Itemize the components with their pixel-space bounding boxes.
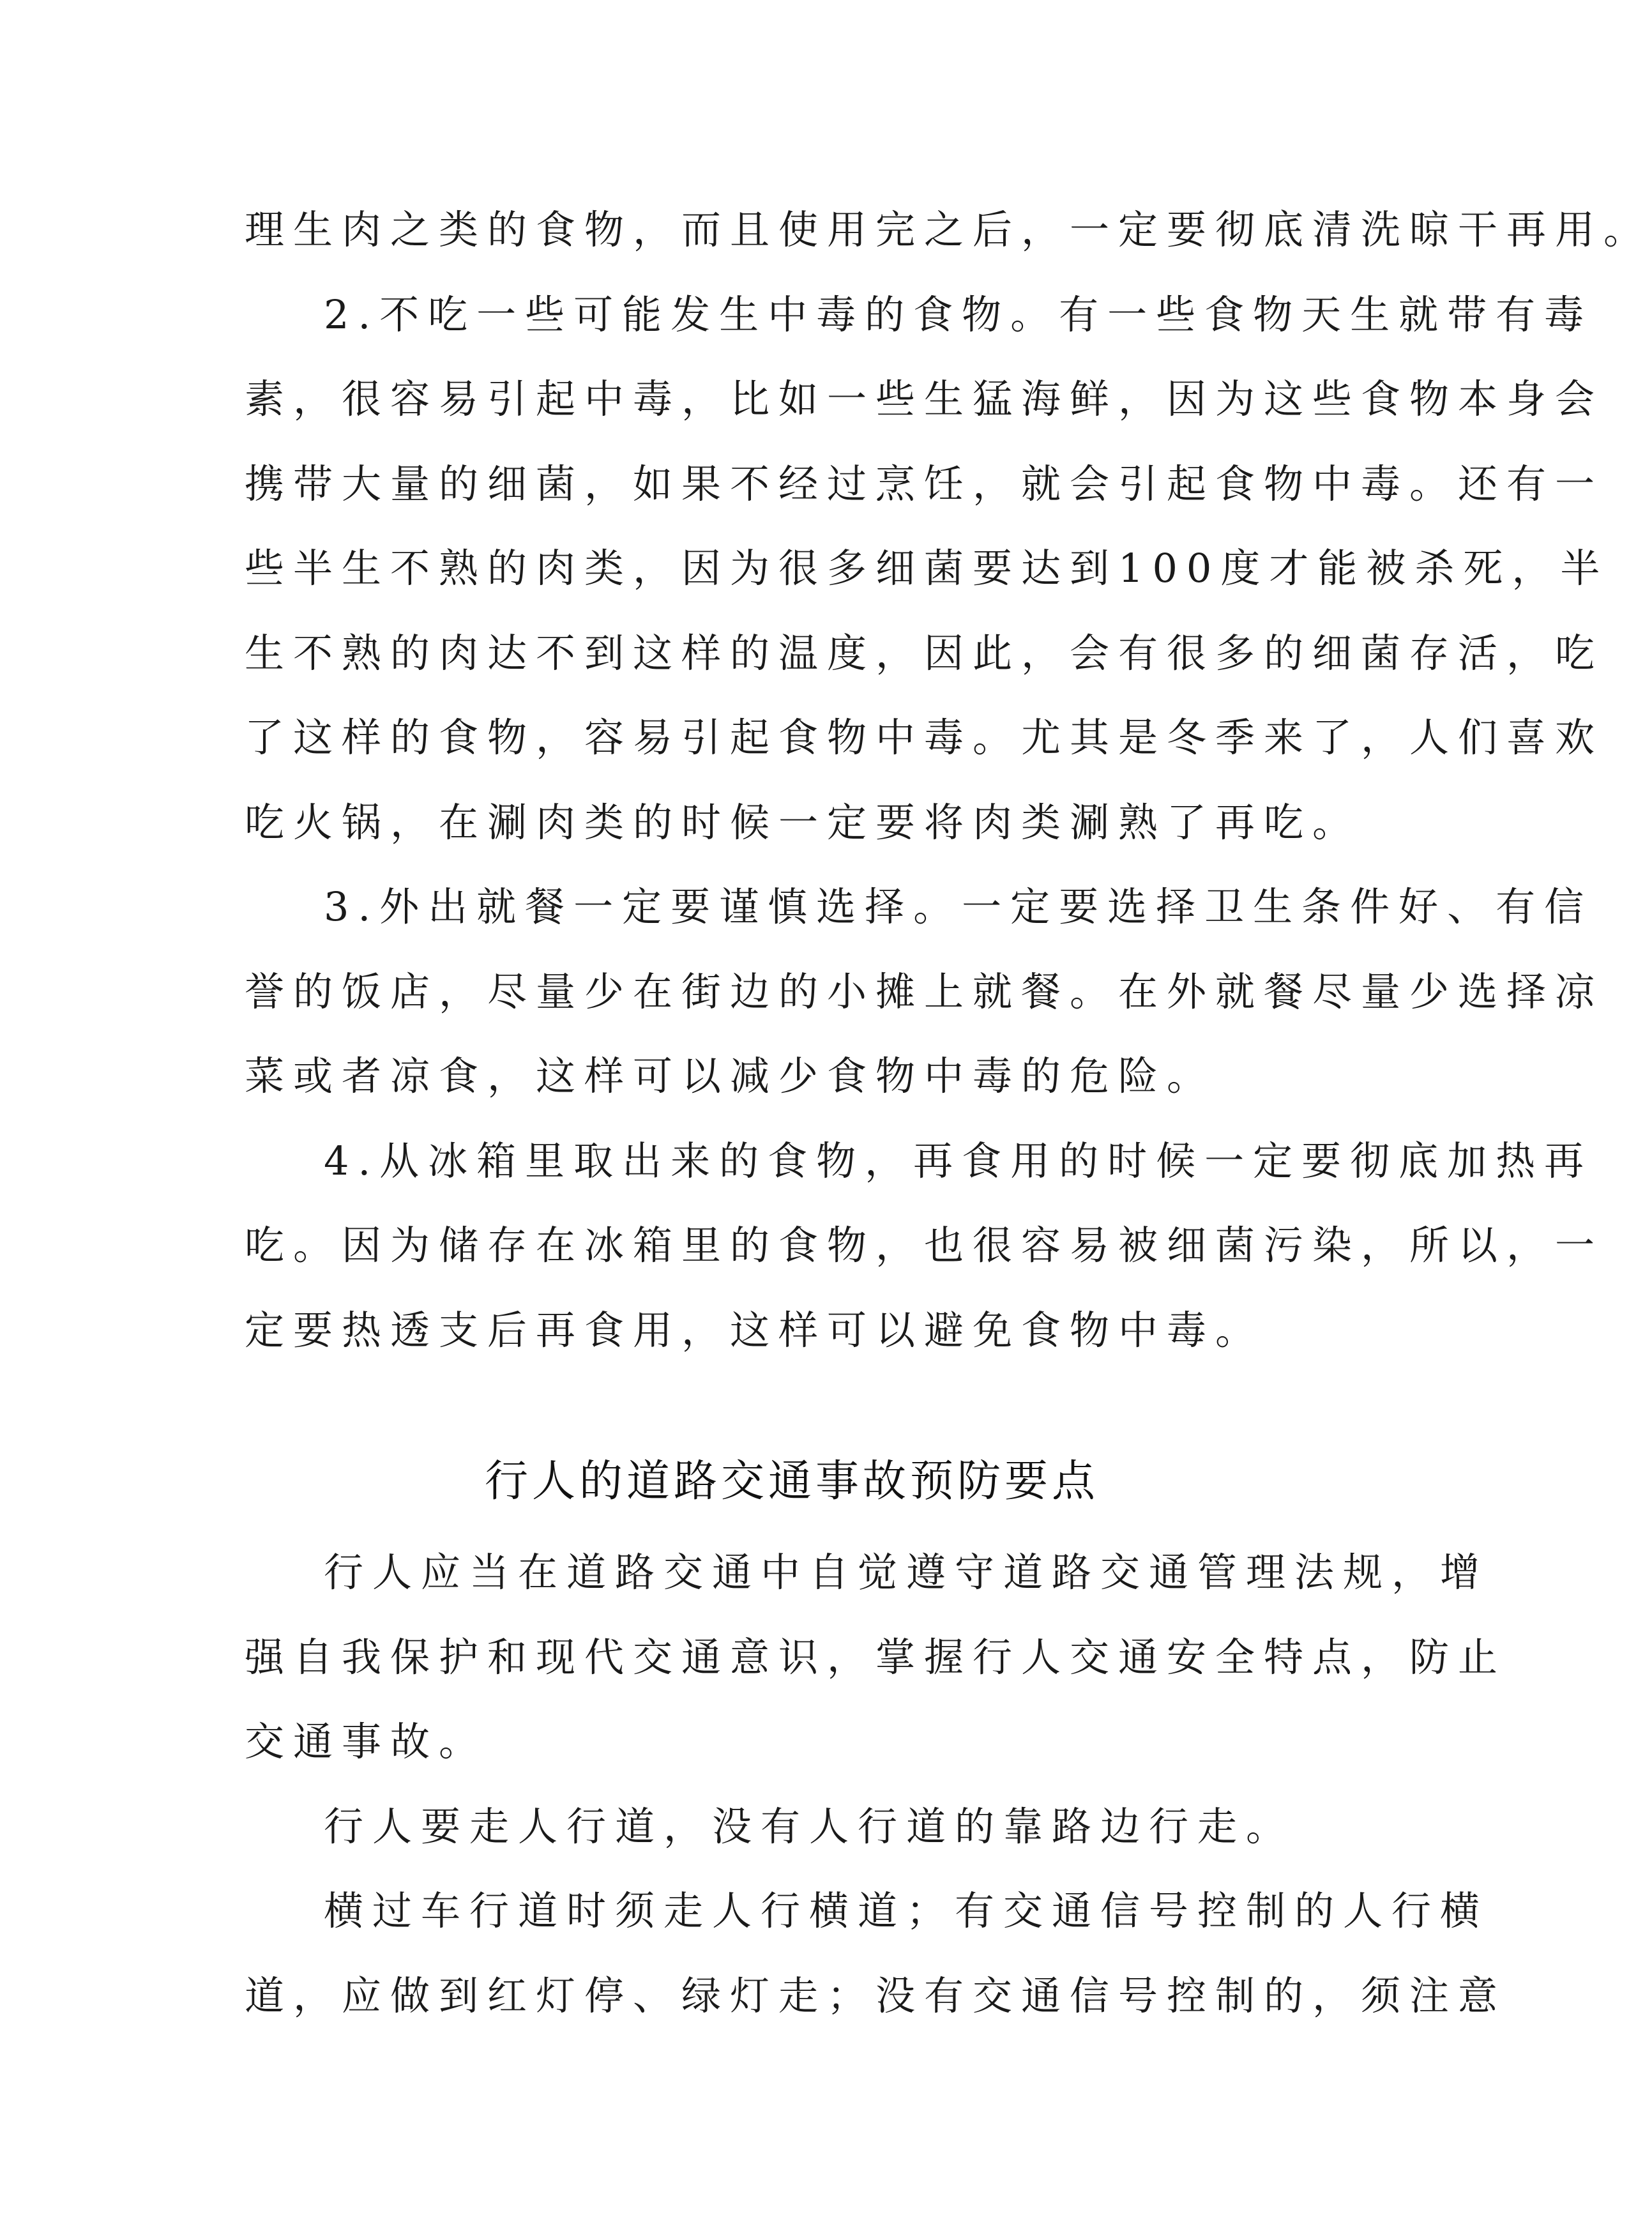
section-heading: 行人的道路交通事故预防要点 <box>484 1456 1099 1507</box>
paragraph-line: 2.不吃一些可能发生中毒的食物。有一些食物天生就带有毒 <box>324 291 1593 338</box>
paragraph-line: 交通事故。 <box>245 1718 488 1765</box>
paragraph-line: 理生肉之类的食物，而且使用完之后，一定要彻底清洗晾干再用。 <box>245 206 1652 253</box>
paragraph-line: 素，很容易引起中毒，比如一些生猛海鲜，因为这些食物本身会 <box>245 376 1604 422</box>
paragraph-line: 誉的饭店，尽量少在街边的小摊上就餐。在外就餐尽量少选择凉 <box>245 968 1604 1015</box>
paragraph-line: 行人应当在道路交通中自觉遵守道路交通管理法规，增 <box>324 1549 1489 1596</box>
paragraph-line: 生不熟的肉达不到这样的温度，因此，会有很多的细菌存活，吃 <box>245 630 1604 676</box>
paragraph-line: 横过车行道时须走人行横道；有交通信号控制的人行横 <box>324 1887 1489 1934</box>
paragraph-line: 定要热透支后再食用，这样可以避免食物中毒。 <box>245 1307 1264 1353</box>
paragraph-line: 行人要走人行道，没有人行道的靠路边行走。 <box>324 1803 1295 1850</box>
paragraph-line: 了这样的食物，容易引起食物中毒。尤其是冬季来了，人们喜欢 <box>245 714 1604 761</box>
paragraph-line: 菜或者凉食，这样可以减少食物中毒的危险。 <box>245 1053 1216 1099</box>
paragraph-line: 吃火锅，在涮肉类的时候一定要将肉类涮熟了再吃。 <box>245 799 1361 846</box>
paragraph-line: 吃。因为储存在冰箱里的食物，也很容易被细菌污染，所以，一 <box>245 1222 1604 1269</box>
paragraph-line: 携带大量的细菌，如果不经过烹饪，就会引起食物中毒。还有一 <box>245 461 1604 507</box>
paragraph-line: 些半生不熟的肉类，因为很多细菌要达到100度才能被杀死，半 <box>245 545 1609 591</box>
paragraph-line: 3.外出就餐一定要谨慎选择。一定要选择卫生条件好、有信 <box>324 883 1593 930</box>
paragraph-line: 4.从冰箱里取出来的食物，再食用的时候一定要彻底加热再 <box>324 1138 1593 1184</box>
paragraph-line: 强自我保护和现代交通意识，掌握行人交通安全特点，防止 <box>245 1634 1507 1680</box>
paragraph-line: 道，应做到红灯停、绿灯走；没有交通信号控制的，须注意 <box>245 1972 1507 2019</box>
